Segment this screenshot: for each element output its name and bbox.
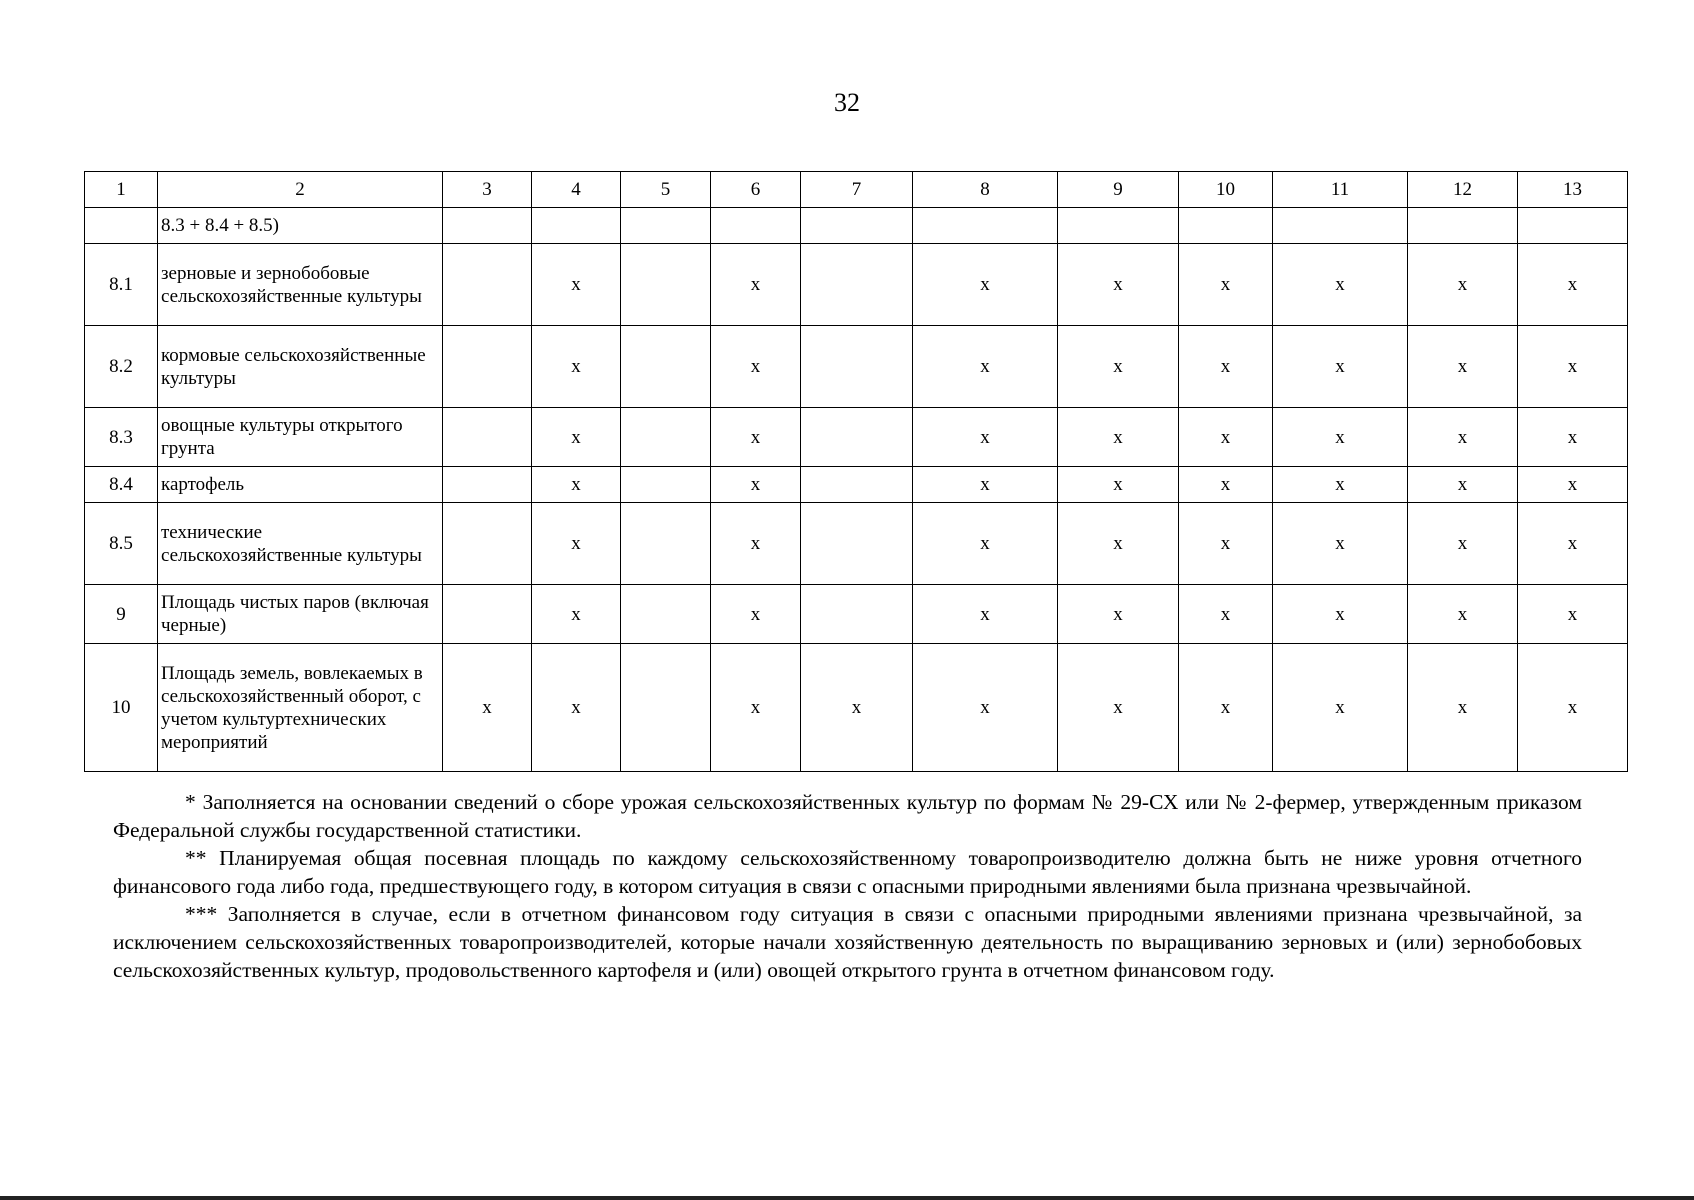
row-name: Площадь чистых паров (включая черные) xyxy=(158,585,443,644)
table-row xyxy=(85,208,1628,244)
table-cell: x xyxy=(1273,585,1408,644)
table-cell: x xyxy=(711,644,801,772)
table-cell xyxy=(621,326,711,408)
row-number: 8.3 xyxy=(85,408,158,467)
table-row xyxy=(85,408,1628,467)
row-number: 8.1 xyxy=(85,244,158,326)
table-cell: x xyxy=(1408,503,1518,585)
table-cell xyxy=(621,467,711,503)
footnote: ** Планируемая общая посевная площадь по каждому сельскохозяйственному товаропроизводителю должна быть не ниже уровня отчетного финансового года либо года, предшествующего году, в котором ситуация в связи с опасными природными явлениями была признана чрезвычайной. xyxy=(113,846,1582,898)
header-cell: 4 xyxy=(532,172,621,208)
row-name: овощные культуры открытого грунта xyxy=(158,408,443,467)
table-cell: x xyxy=(532,408,621,467)
header-cell: 2 xyxy=(158,172,443,208)
table-cell: x xyxy=(1273,503,1408,585)
table-cell xyxy=(801,503,913,585)
table-cell: x xyxy=(1408,585,1518,644)
row-name: картофель xyxy=(158,467,443,503)
table-row xyxy=(85,467,1628,503)
table-cell: x xyxy=(913,503,1058,585)
table-container xyxy=(84,171,1627,772)
table-cell xyxy=(801,244,913,326)
table-cell: x xyxy=(532,503,621,585)
table-cell xyxy=(1518,208,1628,244)
data-table xyxy=(84,171,1628,772)
table-cell: x xyxy=(1179,644,1273,772)
table-cell: x xyxy=(532,644,621,772)
header-cell: 1 xyxy=(85,172,158,208)
table-cell: x xyxy=(711,467,801,503)
table-cell: x xyxy=(1179,244,1273,326)
table-cell xyxy=(532,208,621,244)
header-cell: 3 xyxy=(443,172,532,208)
row-number: 8.4 xyxy=(85,467,158,503)
table-cell: x xyxy=(1408,644,1518,772)
table-row xyxy=(85,644,1628,772)
table-cell xyxy=(801,408,913,467)
table-cell xyxy=(801,585,913,644)
row-number xyxy=(85,208,158,244)
table-cell: x xyxy=(1408,467,1518,503)
table-cell: x xyxy=(1058,585,1179,644)
table-cell xyxy=(443,408,532,467)
row-name: 8.3 + 8.4 + 8.5) xyxy=(158,208,443,244)
table-cell: x xyxy=(1273,326,1408,408)
header-cell: 9 xyxy=(1058,172,1179,208)
table-cell: x xyxy=(1179,467,1273,503)
table-cell: x xyxy=(1058,467,1179,503)
table-cell: x xyxy=(1408,326,1518,408)
table-cell: x xyxy=(1518,244,1628,326)
table-cell: x xyxy=(711,244,801,326)
header-cell: 6 xyxy=(711,172,801,208)
table-cell: x xyxy=(801,644,913,772)
table-row xyxy=(85,326,1628,408)
table-cell xyxy=(443,326,532,408)
table-cell xyxy=(443,244,532,326)
table-row xyxy=(85,244,1628,326)
table-cell: x xyxy=(532,244,621,326)
table-cell xyxy=(1179,208,1273,244)
table-cell: x xyxy=(711,326,801,408)
table-cell: x xyxy=(1273,467,1408,503)
table-cell: x xyxy=(1058,326,1179,408)
table-cell: x xyxy=(1518,326,1628,408)
page-bottom-edge xyxy=(0,1196,1694,1200)
row-name: зерновые и зернобобовые сельскохозяйственные культуры xyxy=(158,244,443,326)
table-cell xyxy=(1058,208,1179,244)
table-cell xyxy=(711,208,801,244)
table-cell: x xyxy=(1179,326,1273,408)
row-number: 10 xyxy=(85,644,158,772)
table-cell: x xyxy=(1058,644,1179,772)
table-cell xyxy=(1273,208,1408,244)
header-cell: 11 xyxy=(1273,172,1408,208)
table-cell: x xyxy=(1273,408,1408,467)
table-cell: x xyxy=(1273,644,1408,772)
table-cell: x xyxy=(711,503,801,585)
header-cell: 8 xyxy=(913,172,1058,208)
table-cell: x xyxy=(711,585,801,644)
table-cell: x xyxy=(443,644,532,772)
footnote: *** Заполняется в случае, если в отчетном финансовом году ситуация в связи с опасными природными явлениями признана чрезвычайной, за исключением сельскохозяйственных товаропроизводителей, которые начали хозяйственную деятельность по выращиванию зерновых и (или) зернобобовых сельскохозяйственных культур, продовольственного картофеля и (или) овощей открытого грунта в отчетном финансовом году. xyxy=(113,902,1582,982)
table-cell: x xyxy=(532,326,621,408)
table-cell xyxy=(621,408,711,467)
table-cell: x xyxy=(1058,408,1179,467)
footnotes xyxy=(113,788,1582,984)
row-number: 8.5 xyxy=(85,503,158,585)
header-cell: 10 xyxy=(1179,172,1273,208)
page-number: 32 xyxy=(834,88,860,117)
table-cell xyxy=(621,585,711,644)
table-cell xyxy=(443,467,532,503)
row-name: Площадь земель, вовлекаемых в сельскохозяйственный оборот, с учетом культуртехнических мероприятий xyxy=(158,644,443,772)
row-number: 8.2 xyxy=(85,326,158,408)
table-cell: x xyxy=(532,467,621,503)
table-cell: x xyxy=(1518,644,1628,772)
table-cell: x xyxy=(1058,244,1179,326)
table-cell: x xyxy=(1179,408,1273,467)
table-cell: x xyxy=(711,408,801,467)
table-cell xyxy=(621,644,711,772)
table-cell: x xyxy=(532,585,621,644)
table-cell xyxy=(913,208,1058,244)
table-cell xyxy=(443,585,532,644)
table-header-row xyxy=(85,172,1628,208)
table-cell xyxy=(621,208,711,244)
table-cell: x xyxy=(913,467,1058,503)
table-row xyxy=(85,585,1628,644)
table-cell: x xyxy=(1408,408,1518,467)
table-cell xyxy=(801,208,913,244)
table-cell xyxy=(621,244,711,326)
table-cell: x xyxy=(1518,585,1628,644)
table-cell: x xyxy=(913,408,1058,467)
row-name: технические сельскохозяйственные культуры xyxy=(158,503,443,585)
table-cell: x xyxy=(1518,467,1628,503)
table-cell: x xyxy=(1273,244,1408,326)
table-cell: x xyxy=(913,326,1058,408)
table-cell xyxy=(801,467,913,503)
header-cell: 5 xyxy=(621,172,711,208)
table-row xyxy=(85,503,1628,585)
table-cell: x xyxy=(1179,585,1273,644)
table-cell xyxy=(443,503,532,585)
table-cell xyxy=(621,503,711,585)
table-cell: x xyxy=(913,644,1058,772)
table-cell xyxy=(801,326,913,408)
footnote: * Заполняется на основании сведений о сборе урожая сельскохозяйственных культур по формам № 29-СХ или № 2-фермер, утвержденным приказом Федеральной службы государственной статистики. xyxy=(113,790,1582,842)
row-name: кормовые сельскохозяйственные культуры xyxy=(158,326,443,408)
header-cell: 7 xyxy=(801,172,913,208)
table-cell: x xyxy=(1408,244,1518,326)
table-cell: x xyxy=(913,244,1058,326)
header-cell: 13 xyxy=(1518,172,1628,208)
row-number: 9 xyxy=(85,585,158,644)
table-cell: x xyxy=(1058,503,1179,585)
table-cell: x xyxy=(1518,408,1628,467)
table-cell: x xyxy=(1518,503,1628,585)
header-cell: 12 xyxy=(1408,172,1518,208)
table-cell: x xyxy=(1179,503,1273,585)
table-cell xyxy=(1408,208,1518,244)
table-cell: x xyxy=(913,585,1058,644)
table-cell xyxy=(443,208,532,244)
